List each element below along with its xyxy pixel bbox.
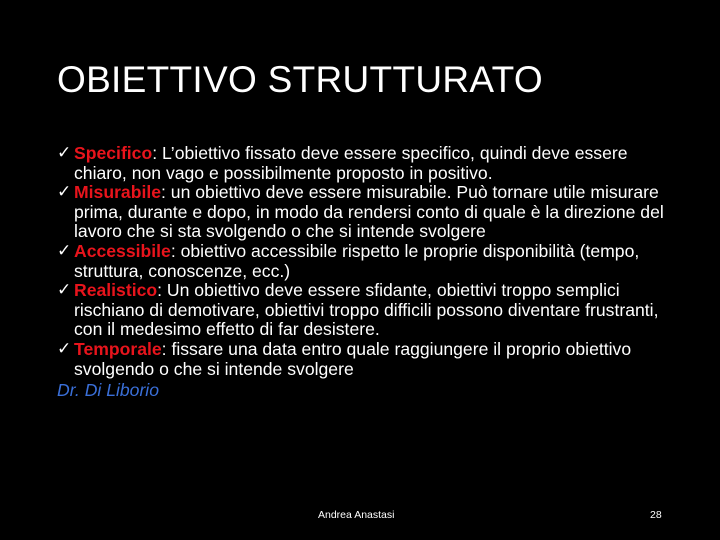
bullet-list <box>57 144 667 401</box>
footer-author: Andrea Anastasi <box>318 509 395 521</box>
checkmark-icon: ✓ <box>57 338 72 359</box>
bullet-term: Realistico <box>74 280 158 301</box>
bullet-item-misurabile <box>57 183 667 242</box>
checkmark-icon: ✓ <box>57 240 72 261</box>
bullet-text: : obiettivo accessibile rispetto le proprie disponibilità (tempo, struttura, conoscenze, ecc.) <box>74 240 640 281</box>
checkmark-icon: ✓ <box>57 280 72 301</box>
bullet-text: : L’obiettivo fissato deve essere specifico, quindi deve essere chiaro, non vago e possibilmente proposto in positivo. <box>74 143 628 183</box>
bullet-text: : fissare una data entro quale raggiungere il proprio obiettivo svolgendo o che si intende svolgere <box>74 338 632 379</box>
checkmark-icon: ✓ <box>57 182 72 203</box>
bullet-item-realistico <box>57 281 667 340</box>
slide-title: OBIETTIVO STRUTTURATO <box>57 59 543 100</box>
bullet-text: : un obiettivo deve essere misurabile. Può tornare utile misurare prima, durante e dopo, in modo da rendersi conto di quale è la direzione del lavoro che si sta svolgendo o che si intende svolgere <box>74 182 664 242</box>
bullet-term: Accessibile <box>74 240 171 261</box>
author-credit: Dr. Di Liborio <box>57 380 160 401</box>
page-number: 28 <box>650 509 662 521</box>
bullet-term: Temporale <box>74 338 162 359</box>
bullet-term: Misurabile <box>74 182 162 203</box>
bullet-item-specifico <box>57 144 667 183</box>
bullet-item-accessibile <box>57 242 667 281</box>
bullet-item-temporale <box>57 340 667 379</box>
checkmark-icon: ✓ <box>57 143 72 163</box>
bullet-text: : Un obiettivo deve essere sfidante, obiettivi troppo semplici rischiano di demotivare, obiettivi troppo difficili possono diventare frustranti, con il medesimo effetto di far desistere. <box>74 280 659 340</box>
bullet-term: Specifico <box>74 143 153 163</box>
